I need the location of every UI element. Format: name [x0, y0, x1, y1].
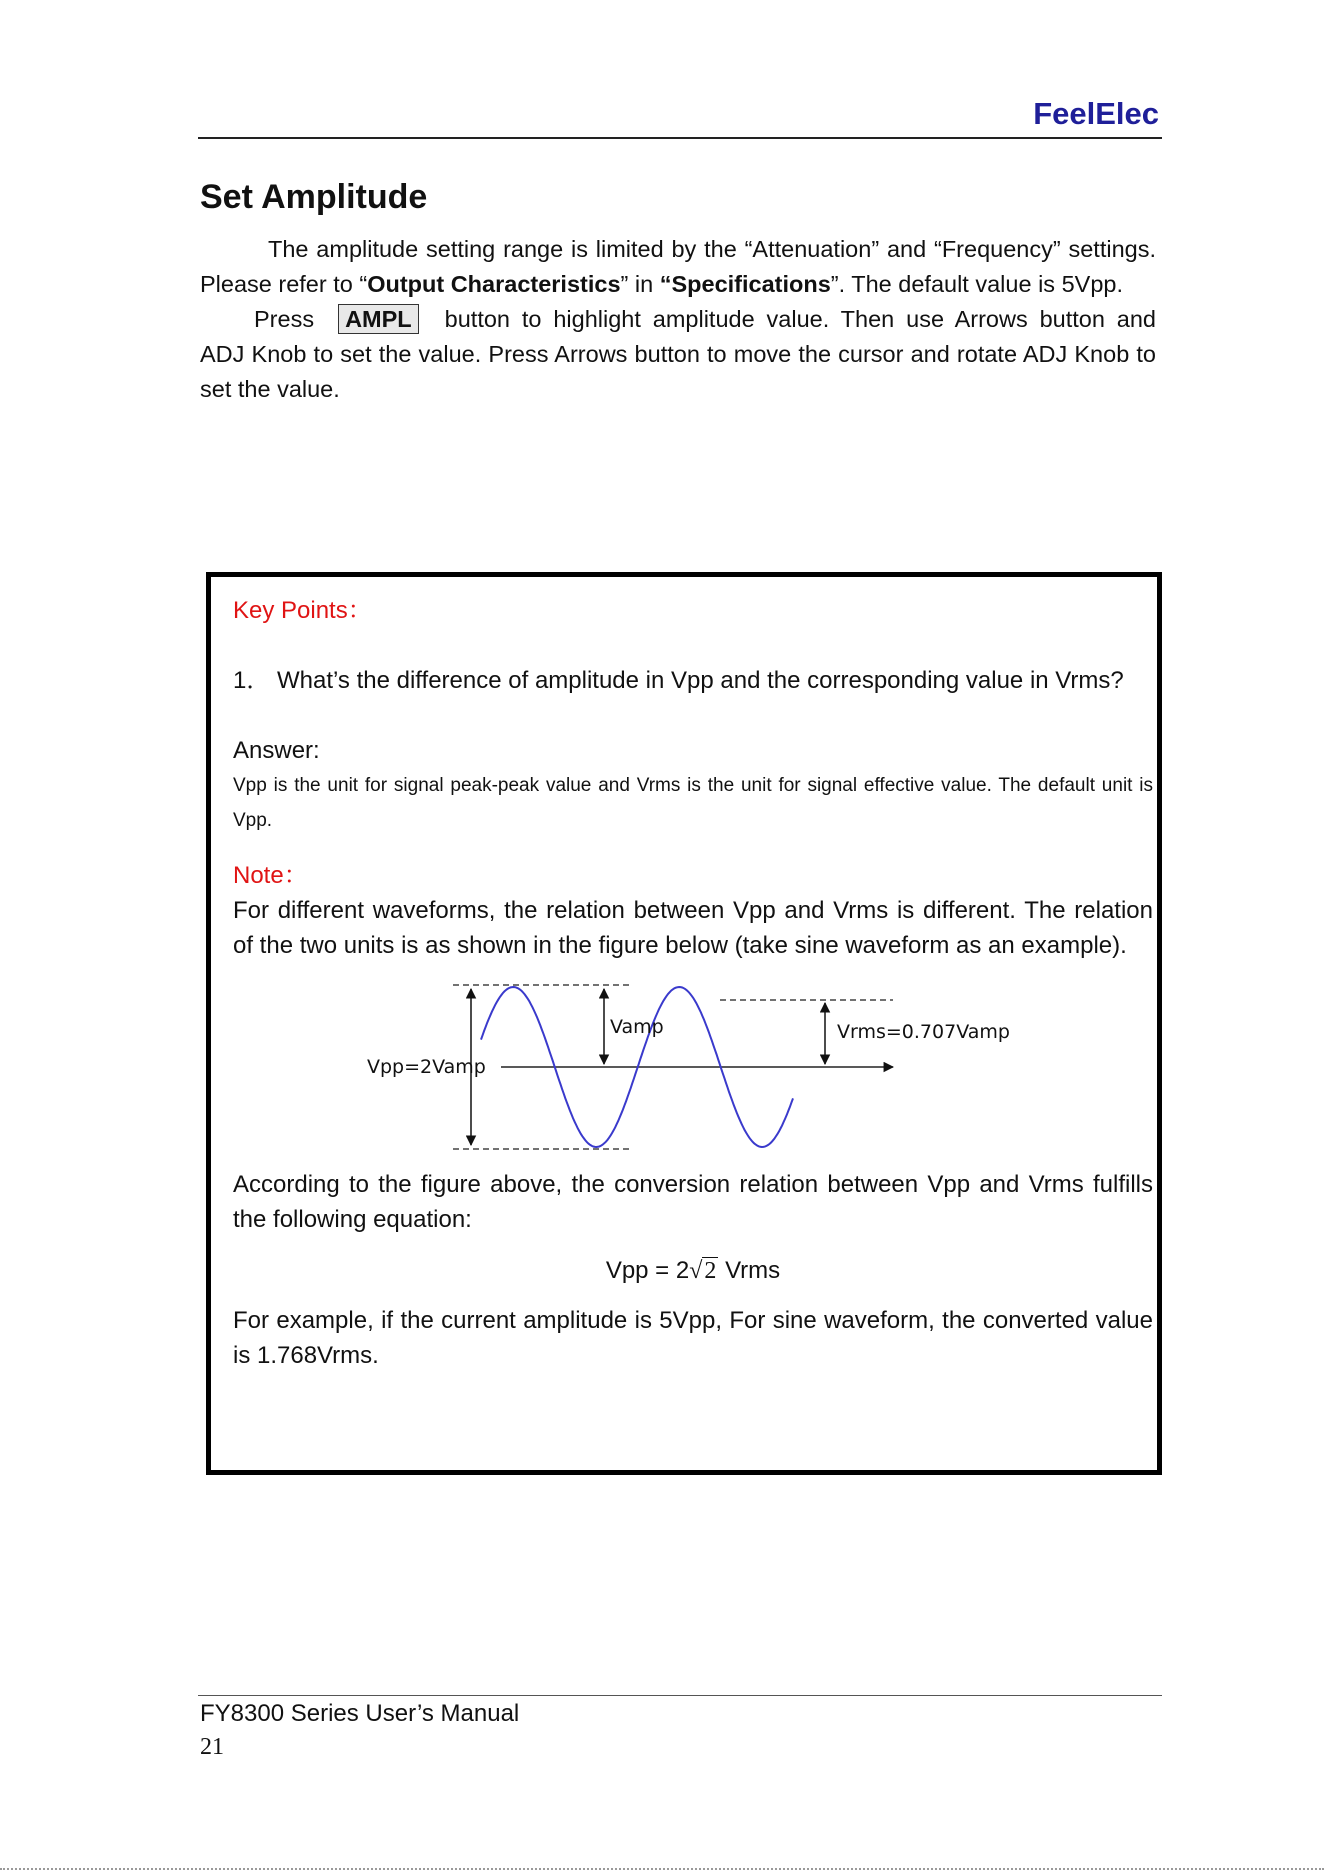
- formula-radicand: 2: [704, 1258, 717, 1284]
- conversion-text: According to the figure above, the conversion relation between Vpp and Vrms fulfills the following equation:: [233, 1171, 1153, 1233]
- key-points-question: 1． What’s the difference of amplitude in Vpp and the corresponding value in Vrms?: [233, 667, 1124, 694]
- para1-text-a: The amplitude setting range is limited by the “Attenuation” and “Frequency” settings. Please refer to “: [200, 236, 1156, 297]
- intro-paragraph-2: [200, 302, 1156, 407]
- formula-right: Vrms: [725, 1257, 781, 1284]
- answer-label: Answer:: [233, 737, 320, 764]
- intro-text: [200, 232, 1156, 407]
- para1-bold-output-characteristics: Output Characteristics: [367, 271, 621, 297]
- ampl-key-label: AMPL: [338, 304, 419, 334]
- example-text: For example, if the current amplitude is 5Vpp, For sine waveform, the converted value is 1.768Vrms.: [233, 1307, 1153, 1369]
- para2-press: Press: [254, 306, 315, 332]
- conversion-formula: [233, 1253, 1153, 1289]
- para1-text-b: ” in: [620, 271, 660, 297]
- key-points-content: [233, 593, 1153, 1373]
- sine-wave-diagram: [233, 977, 1153, 1167]
- page-bottom-edge: [0, 1868, 1324, 1870]
- sine-wave-figure: [233, 977, 1153, 1167]
- vpp-label: Vpp=2Vamp: [367, 1056, 486, 1078]
- header-divider: [198, 137, 1162, 139]
- para1-text-c: ”. The default value is 5Vpp.: [830, 271, 1123, 297]
- vamp-label: Vamp: [610, 1016, 664, 1038]
- key-points-box: [206, 572, 1162, 1475]
- answer-text: Vpp is the unit for signal peak-peak value and Vrms is the unit for signal effective value. The default unit is Vpp.: [233, 775, 1153, 831]
- para2-rest: button to highlight amplitude value. Then use Arrows button and ADJ Knob to set the value. Press Arrows button to move the cursor and rotate ADJ Knob to set the value.: [200, 306, 1156, 402]
- intro-paragraph-1: [200, 232, 1156, 302]
- formula-left: Vpp = 2: [605, 1257, 690, 1284]
- key-points-heading: Key Points：: [233, 597, 372, 624]
- footer-divider: [198, 1695, 1162, 1696]
- para1-bold-specifications: “Specifications: [659, 271, 831, 297]
- section-title: Set Amplitude: [200, 178, 428, 216]
- note-text: For different waveforms, the relation between Vpp and Vrms is different. The relation of the two units is as shown in the figure below (take sine waveform as an example).: [233, 897, 1153, 959]
- sqrt-symbol: √2: [689, 1258, 717, 1284]
- page-number: 21: [200, 1734, 224, 1760]
- note-label: Note：: [233, 862, 308, 889]
- footer-manual-title: FY8300 Series User’s Manual: [200, 1700, 520, 1727]
- vrms-label: Vrms=0.707Vamp: [837, 1021, 1010, 1043]
- brand-logo-text: FeelElec: [1033, 96, 1159, 131]
